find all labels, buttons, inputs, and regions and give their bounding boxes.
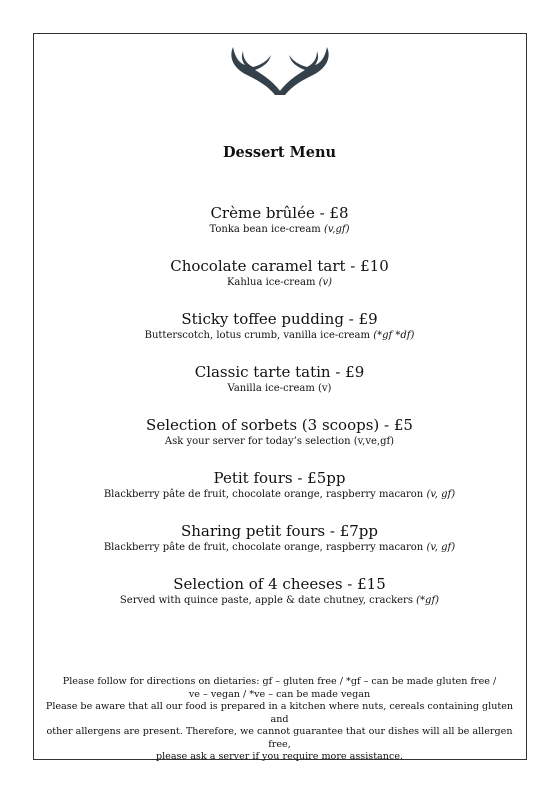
item-name: Crème brûlée - £8 [210, 204, 349, 222]
item-name: Classic tarte tatin - £9 [194, 363, 365, 381]
menu-item [0, 362, 559, 415]
menu-item [0, 309, 559, 362]
dessert-list [0, 203, 559, 627]
item-description: Served with quince paste, apple & date chutney, crackers (*gf) [119, 595, 440, 606]
item-name: Selection of sorbets (3 scoops) - £5 [146, 416, 413, 434]
dietary-note-line: Please follow for directions on dietaries: gf – gluten free / *gf – can be made gluten free / [62, 676, 497, 687]
antlers-icon [225, 45, 335, 97]
item-description: Vanilla ice-cream (v) [227, 383, 332, 394]
dietary-note [40, 676, 519, 764]
dietary-tag: (*gf *df) [373, 330, 415, 341]
dietary-tag: (v) [318, 277, 333, 288]
item-description: Butterscotch, lotus crumb, vanilla ice-cream (*gf *df) [144, 330, 415, 341]
item-description: Blackberry pâte de fruit, chocolate orange, raspberry macaron (v, gf) [103, 489, 456, 500]
dietary-note-line: ve – vegan / *ve – can be made vegan [188, 688, 371, 700]
menu-item [0, 203, 559, 256]
menu-item [0, 574, 559, 627]
item-name: Petit fours - £5pp [213, 469, 346, 487]
allergen-note-line: Please be aware that all our food is prepared in a kitchen where nuts, cereals containing gluten and [45, 701, 514, 725]
allergen-note-line: please ask a server if you require more assistance. [155, 751, 404, 762]
item-description: Tonka bean ice-cream (v,gf) [209, 224, 350, 235]
menu-item [0, 415, 559, 468]
dietary-tag: (v,gf) [323, 224, 350, 235]
item-name: Sharing petit fours - £7pp [181, 522, 378, 540]
item-name: Sticky toffee pudding - £9 [181, 310, 378, 328]
menu-item [0, 256, 559, 309]
item-description: Ask your server for today’s selection (v,ve,gf) [164, 436, 395, 447]
item-name: Chocolate caramel tart - £10 [170, 257, 389, 275]
menu-title: Dessert Menu [222, 144, 337, 161]
menu-item [0, 468, 559, 521]
item-description: Kahlua ice-cream (v) [226, 277, 333, 288]
menu-item [0, 521, 559, 574]
dietary-tag: (v, gf) [426, 542, 456, 553]
dietary-tag: (*gf) [416, 595, 440, 606]
item-description: Blackberry pâte de fruit, chocolate orange, raspberry macaron (v, gf) [103, 542, 456, 553]
item-name: Selection of 4 cheeses - £15 [173, 575, 386, 593]
dietary-tag: (v, gf) [426, 489, 456, 500]
allergen-note-line: other allergens are present. Therefore, we cannot guarantee that our dishes will all be allergen free, [46, 726, 513, 750]
